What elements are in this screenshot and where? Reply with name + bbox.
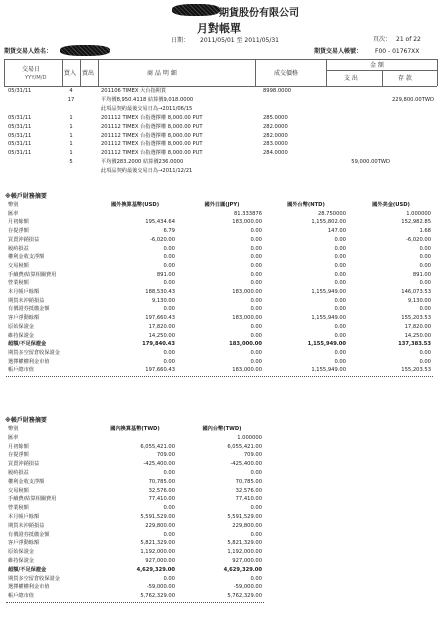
summary-cell: 0.00: [419, 280, 431, 287]
summary-cell: 0.00: [419, 254, 431, 261]
summary-cell: 0.00: [250, 228, 262, 235]
summary-row-label: 有價證券抵繳金額: [8, 306, 50, 313]
summary-cell: 9,130.00: [407, 297, 431, 304]
summary-cell: 183,000.00: [232, 367, 262, 374]
summary-row-label: 客戶淨動餘額: [8, 315, 40, 322]
summary-row-label: 期貨多空留倉收保證金: [8, 349, 60, 356]
summary-cell: 0.00: [163, 245, 175, 252]
trade-buy-qty: 5: [69, 159, 73, 166]
summary-row-label: 期貨未沖銷損益: [8, 297, 45, 304]
summary-cell: 0.00: [334, 271, 346, 278]
summary-cell: 0.00: [419, 358, 431, 365]
summary-cell: 0.00: [250, 323, 262, 330]
summary-cell: 81.333876: [233, 210, 262, 217]
trade-buy-qty: 1: [69, 123, 73, 130]
summary-row-label: 本月帳戶餘額: [8, 289, 40, 295]
summary-row-label: 超額/不足保證金: [8, 341, 47, 348]
summary-row-label: 維持保證金: [8, 558, 34, 564]
summary-row-label: 營業稅額: [8, 505, 29, 512]
summary-cell: 0.00: [334, 262, 346, 269]
summary-cell: 5,821,329.00: [227, 540, 262, 547]
summary-cell: 0.00: [250, 332, 262, 339]
summary-cell: 1.68: [419, 228, 431, 235]
trade-date: 05/31/11: [8, 123, 32, 130]
summary-cell: 9,130.00: [151, 297, 175, 304]
summary-col-header: 國外日圓(JPY): [204, 202, 240, 208]
summary-row-label: 買賣沖銷損益: [8, 461, 40, 468]
summary-row-label: 帳戶總市值: [8, 367, 34, 374]
summary-row-label: 履約損益: [8, 245, 29, 252]
summary-cell: 70,785.00: [148, 478, 175, 485]
summary-cell: 0.00: [250, 575, 262, 582]
summary-cell: 0.00: [419, 306, 431, 313]
trade-date: 05/31/11: [8, 88, 32, 94]
summary-cell: 0.00: [419, 262, 431, 269]
summary-row-label: 選擇權權利金市值: [8, 584, 50, 591]
summary-cell: 147.00: [327, 228, 346, 235]
summary-cell: 0.00: [250, 280, 262, 287]
summary-col-header: 國內台幣(TWD): [202, 426, 242, 432]
summary-cell: 0.00: [334, 254, 346, 261]
trade-product: 平均價283.2000 結算價236.0000: [101, 159, 184, 166]
summary-row-label: 交易稅額: [8, 262, 29, 269]
summary-cell: 4,629,329.00: [136, 566, 175, 573]
summary-row-label: 手續費/結算相關費用: [8, 496, 57, 503]
summary-cell: 5,762,329.00: [227, 593, 262, 600]
summary-row-label: 權利金收支淨額: [8, 478, 45, 485]
summary-cell: 6,055,421.00: [140, 443, 175, 450]
summary-row-label: 交易稅額: [8, 487, 29, 494]
summary-cell: 891.00: [412, 271, 431, 278]
col-price: 成交價格: [274, 70, 299, 77]
summary-cell: 0.00: [334, 332, 346, 339]
summary-cell: 0.00: [250, 349, 262, 356]
summary-cell: 179,840.43: [142, 341, 175, 348]
summary-cell: 0.00: [334, 358, 346, 365]
summary-cell: 0.00: [250, 470, 262, 476]
col-deposit: 存 款: [398, 75, 412, 82]
summary-cell: 1,155,802.00: [311, 219, 346, 226]
summary-cell: 0.00: [163, 254, 175, 261]
trade-buy-qty: 1: [69, 150, 73, 157]
summary-row-label: 存提淨額: [8, 228, 29, 235]
summary-row-label: 原始保證金: [8, 549, 34, 556]
trade-deposit: 229,800.00TWD: [392, 96, 434, 103]
trade-pay: 59,000.00TWD: [351, 159, 390, 166]
summary-usd-title: ※帳戶財務摘要: [5, 193, 47, 200]
trade-product: 平均價8,950.4118 結算價9,018.0000: [101, 96, 194, 103]
trade-buy-qty: 4: [69, 88, 73, 94]
trader-name-label: 期貨交易人姓名：: [4, 48, 53, 55]
trade-price: 283.0000: [263, 141, 288, 148]
summary-cell: 0.00: [250, 297, 262, 304]
trade-date: 05/31/11: [8, 114, 32, 121]
summary-cell: 0.00: [163, 358, 175, 365]
summary-cell: 6,055,421.00: [227, 443, 262, 450]
summary-cell: 709.00: [156, 452, 175, 459]
summary-cell: -59,000.00: [146, 584, 175, 591]
col-trade-date: 交易日: [22, 66, 41, 73]
summary-cell: 28.750000: [317, 210, 346, 217]
redacted-trader-name: [60, 45, 110, 56]
summary-cell: 188,530.43: [145, 289, 175, 295]
trade-price: 285.0000: [263, 114, 288, 121]
summary-cell: 0.00: [163, 306, 175, 313]
summary-cell: 0.00: [163, 349, 175, 356]
summary-cell: -425,400.00: [143, 461, 175, 468]
summary-cell: 0.00: [419, 245, 431, 252]
page-number: 21 of 22: [396, 36, 421, 43]
summary-row-label: 月初餘額: [8, 443, 29, 450]
summary-row-label: 營業稅額: [8, 280, 29, 287]
summary-cell: 0.00: [163, 470, 175, 476]
col-amount: 金 額: [370, 62, 384, 69]
summary-cell: 927,000.00: [232, 558, 262, 564]
summary-cell: 0.00: [250, 358, 262, 365]
summary-cell: 0.00: [163, 262, 175, 269]
trade-buy-qty: 1: [69, 114, 73, 121]
col-pay: 支 出: [344, 75, 358, 82]
summary-row-label: 存提淨額: [8, 452, 29, 459]
account-label: 期貨交易人帳號：: [314, 48, 363, 55]
date-label: 日期：: [171, 37, 190, 44]
summary-cell: 1,192,000.00: [227, 549, 262, 556]
summary-cell: 5,591,529.00: [227, 514, 262, 520]
summary-cell: 6.79: [163, 228, 175, 235]
summary-cell: 0.00: [334, 323, 346, 330]
summary-row-label: 客戶淨動餘額: [8, 540, 40, 547]
summary-cell: 0.00: [250, 254, 262, 261]
summary-row-label: 原始保證金: [8, 323, 34, 330]
summary-cell: 77,410.00: [235, 496, 262, 503]
summary-cell: 183,000.00: [229, 341, 262, 348]
summary-row-label: 履約損益: [8, 470, 29, 476]
summary-cell: 0.00: [250, 271, 262, 278]
col-buy: 買入: [64, 70, 77, 77]
summary-twd-title: ※帳戶財務摘要: [5, 417, 47, 424]
trade-price: 8998.0000: [263, 88, 292, 94]
summary-cell: -425,400.00: [230, 461, 262, 468]
summary-cell: 229,800.00: [145, 522, 175, 529]
trade-product: 此項品契約最後交易日為→2011/06/15: [101, 105, 193, 112]
trade-product: 201112 TIMEX 台指選擇權 8,000.00 PUT: [101, 132, 203, 139]
trade-buy-qty: 1: [69, 132, 73, 139]
summary-cell: 0.00: [334, 280, 346, 287]
summary-cell: 927,000.00: [145, 558, 175, 564]
summary-cell: 0.00: [250, 306, 262, 313]
summary-cell: 229,800.00: [232, 522, 262, 529]
trade-product: 201112 TIMEX 台指選擇權 8,000.00 PUT: [101, 123, 203, 130]
summary-cell: 0.00: [250, 245, 262, 252]
trade-date: 05/31/11: [8, 132, 32, 139]
summary-col-header: 國外美金(USD): [372, 202, 410, 208]
summary-cell: -59,000.00: [233, 584, 262, 591]
summary-cell: 197,660.43: [145, 367, 175, 374]
trade-buy-qty: 17: [67, 96, 75, 103]
summary-cell: 0.00: [250, 262, 262, 269]
summary-cell: 155,203.53: [401, 367, 431, 374]
summary-cell: 709.00: [243, 452, 262, 459]
trade-product: 201112 TIMEX 台指選擇權 8,000.00 PUT: [101, 141, 203, 148]
account-number: F00 - 01767XX: [375, 48, 420, 55]
summary-cell: 183,000.00: [232, 289, 262, 295]
summary-row-label: 選擇權權利金市值: [8, 358, 50, 365]
summary-cell: 32,576.00: [235, 487, 262, 494]
summary-cell: 1,155,949.00: [307, 341, 346, 348]
summary-cell: 1.000000: [406, 210, 431, 217]
redacted-company-name: [172, 4, 220, 16]
summary-cell: -6,020.00: [406, 236, 431, 243]
summary-row-label: 有價證券抵繳金額: [8, 531, 50, 538]
summary-cell: 14,250.00: [148, 332, 175, 339]
summary-cell: 137,383.53: [398, 341, 431, 348]
summary-cell: 0.00: [334, 306, 346, 313]
summary-cell: 155,203.53: [401, 315, 431, 322]
summary-col-header: 國外換算基幣(USD): [110, 202, 160, 208]
summary-cell: 5,821,329.00: [140, 540, 175, 547]
trade-product: 201112 TIMEX 台指選擇權 8,000.00 PUT: [101, 150, 203, 157]
summary-row-label: 權利金收支淨額: [8, 254, 45, 261]
summary-end-line: [6, 602, 264, 603]
summary-cell: 1.000000: [237, 434, 262, 441]
summary-row-label: 手續費/結算相關費用: [8, 271, 57, 278]
summary-col-currency: 幣別: [8, 426, 19, 432]
trade-price: 282.0000: [263, 132, 288, 139]
summary-cell: 197,660.43: [145, 315, 175, 322]
summary-end-line: [6, 376, 433, 377]
trade-product: 201106 TIMEX 大台指期貨: [101, 88, 167, 94]
summary-cell: 0.00: [334, 349, 346, 356]
page-label: 頁次：: [373, 36, 392, 43]
summary-cell: 77,410.00: [148, 496, 175, 503]
summary-cell: 0.00: [163, 280, 175, 287]
trade-price: 282.0000: [263, 123, 288, 130]
summary-cell: 0.00: [419, 349, 431, 356]
statement-title: 月對帳單: [197, 22, 241, 35]
summary-cell: 183,000.00: [232, 315, 262, 322]
summary-cell: 5,591,529.00: [140, 514, 175, 520]
col-trade-date-format: YYY/M/D: [25, 75, 47, 81]
summary-cell: 0.00: [250, 236, 262, 243]
date-range: 2011/05/01 至 2011/05/31: [200, 37, 279, 44]
summary-row-label: 帳戶總市值: [8, 593, 34, 600]
summary-cell: 891.00: [156, 271, 175, 278]
summary-cell: 0.00: [250, 505, 262, 512]
summary-row-label: 期貨多空留倉收保證金: [8, 575, 60, 582]
trade-date: 05/31/11: [8, 150, 32, 157]
summary-cell: 0.00: [334, 236, 346, 243]
summary-cell: 195,434.64: [145, 219, 175, 226]
summary-cell: 183,000.00: [232, 219, 262, 226]
summary-row-label: 維持保證金: [8, 332, 34, 339]
summary-cell: -6,020.00: [150, 236, 175, 243]
col-sell: 賣出: [82, 70, 95, 77]
summary-cell: 152,982.85: [401, 219, 431, 226]
summary-col-header: 國外台幣(NTD): [287, 202, 325, 208]
summary-row-label: 本月帳戶餘額: [8, 514, 40, 520]
col-product: 商 品 明 細: [147, 70, 177, 77]
summary-cell: 70,785.00: [235, 478, 262, 485]
summary-cell: 32,576.00: [148, 487, 175, 494]
summary-row-label: 匯率: [8, 210, 19, 217]
trade-product: 此項品契約最後交易日為→2011/12/21: [101, 168, 193, 175]
summary-cell: 0.00: [334, 297, 346, 304]
summary-col-currency: 幣別: [8, 202, 19, 208]
summary-col-header: 國內換算基幣(TWD): [110, 426, 160, 432]
summary-cell: 17,820.00: [148, 323, 175, 330]
summary-row-label: 匯率: [8, 434, 19, 441]
trade-product: 201112 TIMEX 台指選擇權 8,000.00 PUT: [101, 114, 203, 121]
summary-cell: 146,073.53: [401, 289, 431, 295]
summary-cell: 14,250.00: [404, 332, 431, 339]
trade-date: 05/31/11: [8, 141, 32, 148]
summary-cell: 4,629,329.00: [223, 566, 262, 573]
summary-cell: 1,155,949.00: [311, 367, 346, 374]
summary-cell: 0.00: [163, 575, 175, 582]
summary-row-label: 買賣沖銷損益: [8, 236, 40, 243]
summary-cell: 1,192,000.00: [140, 549, 175, 556]
summary-cell: 1,155,949.00: [311, 315, 346, 322]
summary-row-label: 期貨未沖銷損益: [8, 522, 45, 529]
summary-cell: 0.00: [250, 531, 262, 538]
trade-buy-qty: 1: [69, 141, 73, 148]
summary-cell: 0.00: [163, 531, 175, 538]
summary-cell: 0.00: [334, 245, 346, 252]
summary-cell: 5,762,329.00: [140, 593, 175, 600]
summary-row-label: 超額/不足保證金: [8, 566, 47, 573]
summary-cell: 1,155,949.00: [311, 289, 346, 295]
summary-cell: 0.00: [163, 505, 175, 512]
summary-row-label: 月初餘額: [8, 219, 29, 226]
trade-price: 284.0000: [263, 150, 288, 157]
company-name: 期貨股份有限公司: [219, 8, 299, 19]
summary-cell: 17,820.00: [404, 323, 431, 330]
